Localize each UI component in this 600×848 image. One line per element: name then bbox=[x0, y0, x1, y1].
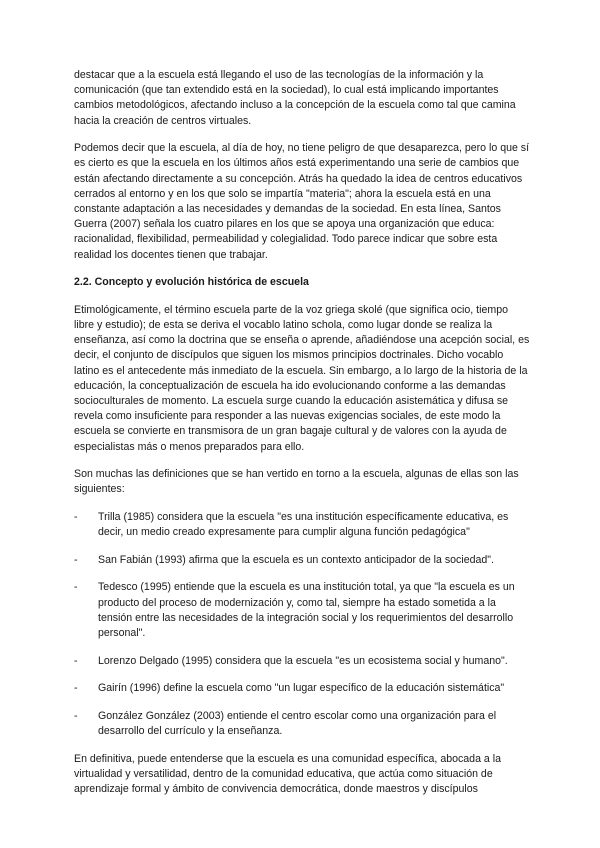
intro-paragraph-2: Podemos decir que la escuela, al día de hoy, no tiene peligro de que desaparezca, pero lo que sí es cierto es que la escuela en los últimos años está experimentando una serie de cambios que están afectando directamente a su concepción. Atrás ha quedado la idea de centros educativos cerrados al entorno y en los que solo se impartía "materia"; ahora la escuela está en una constante adaptación a las necesidades y demandas de la sociedad. En esta línea, Santos Guerra (2007) señala los cuatro pilares en los que se apoya una organización que educa: racionalidad, flexibilidad, permeabilidad y colegialidad. Todo parece indicar que sobre esta realidad los docentes tienen que trabajar. bbox=[74, 142, 530, 261]
list-item bbox=[74, 510, 530, 540]
definition-gonzalez: González González (2003) entiende el centro escolar como una organización para el desarrollo del currículo y la enseñanza. bbox=[98, 709, 497, 738]
definition-san-fabian: San Fabián (1993) afirma que la escuela es un contexto anticipador de la sociedad". bbox=[98, 553, 494, 566]
bullet-dash: - bbox=[74, 581, 78, 594]
page-content bbox=[74, 68, 530, 797]
bullet-dash: - bbox=[74, 553, 78, 566]
list-item bbox=[74, 709, 530, 739]
list-item bbox=[74, 553, 530, 568]
definitions-list bbox=[74, 510, 530, 739]
section-heading: 2.2. Concepto y evolución histórica de escuela bbox=[74, 276, 309, 289]
definition-trilla: Trilla (1985) considera que la escuela "es una institución específicamente educativa, es decir, un medio creado expresamente para cumplir alguna función pedagógica" bbox=[98, 511, 509, 539]
definition-tedesco: Tedesco (1995) entiende que la escuela es una institución total, ya que "la escuela es un producto del proceso de modernización y, como tal, siempre ha estado sometida a la tensión entre las necesidades de la integración social y los requerimientos del desarrollo personal". bbox=[98, 581, 515, 640]
intro-paragraph-1: destacar que a la escuela está llegando el uso de las tecnologías de la información y la comunicación (que tan extendido está en la sociedad), lo cual está implicando importantes cambios metodológicos, afectando incluso a la concepción de la escuela como tal que camina hacia la creación de centros virtuales. bbox=[74, 69, 516, 127]
bullet-dash: - bbox=[74, 709, 78, 722]
bullet-dash: - bbox=[74, 654, 78, 667]
definitions-intro-paragraph: Son muchas las definiciones que se han vertido en torno a la escuela, algunas de ellas son las siguientes: bbox=[74, 468, 519, 496]
list-item bbox=[74, 654, 530, 669]
list-item bbox=[74, 681, 530, 696]
bullet-dash: - bbox=[74, 682, 78, 695]
definition-lorenzo-delgado: Lorenzo Delgado (1995) considera que la escuela "es un ecosistema social y humano". bbox=[98, 654, 508, 667]
etymology-paragraph: Etimológicamente, el término escuela parte de la voz griega skolé (que significa ocio, tiempo libre y estudio); de esta se deriva el vocablo latino schola, como lugar donde se realiza la enseñanza, así como la doctrina que se enseña o aprende, añadiéndose una acepción social, es decir, el conjunto de discípulos que siguen los mismos principios doctrinales. Dicho vocablo latino es el antecedente más inmediato de la escuela. Sin embargo, a lo largo de la historia de la educación, la conceptualización de escuela ha ido evolucionando conforme a las demandas socioculturales de momento. La escuela surge cuando la educación asistemática y difusa se revela como insuficiente para responder a las nuevas exigencias sociales, de este modo la escuela se convierte en transmisora de un gran bagaje cultural y de valores con la ayuda de especialistas más o menos preparados para ello. bbox=[74, 303, 530, 453]
definition-gairin: Gairín (1996) define la escuela como "un lugar específico de la educación sistemática" bbox=[98, 682, 505, 695]
closing-paragraph: En definitiva, puede entenderse que la escuela es una comunidad específica, abocada a la virtualidad y versatilidad, dentro de la comunidad educativa, que actúa como situación de aprendizaje formal y ámbito de convivencia democrática, donde maestros y discípulos bbox=[74, 752, 501, 796]
bullet-dash: - bbox=[74, 511, 78, 524]
list-item bbox=[74, 580, 530, 641]
